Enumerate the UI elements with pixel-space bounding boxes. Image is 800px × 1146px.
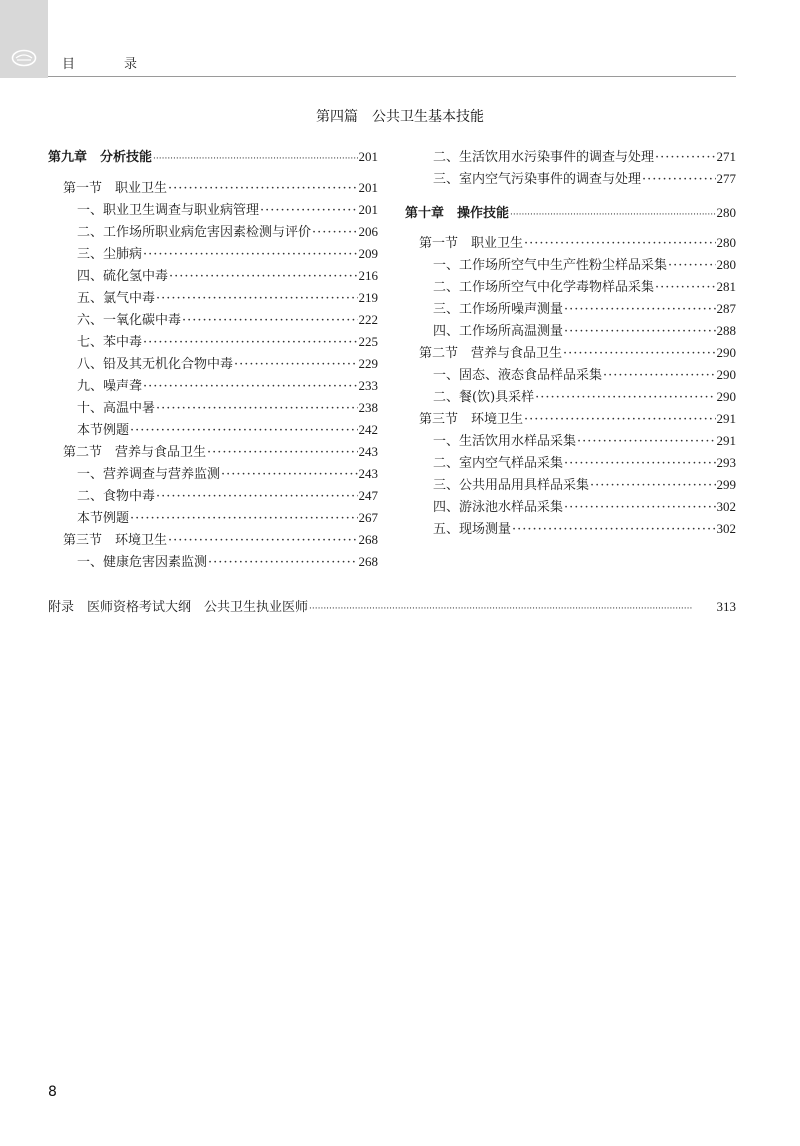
toc-entry-page: 291 (716, 411, 736, 426)
toc-entry-page: 267 (358, 510, 378, 525)
toc-entry-page: 287 (716, 301, 736, 316)
toc-section[interactable] (419, 233, 736, 253)
toc-entry-title: 一、工作场所空气中生产性粉尘样品采集 (433, 258, 668, 273)
toc-entry[interactable] (433, 475, 736, 495)
toc-entry-title: 四、硫化氢中毒 (77, 269, 169, 284)
toc-entry-page: 271 (716, 149, 736, 164)
toc-dot-leader (234, 355, 357, 375)
toc-entry[interactable] (77, 288, 378, 308)
toc-entry[interactable] (77, 552, 378, 572)
toc-dot-leader (309, 599, 715, 619)
toc-entry-page: 302 (716, 521, 736, 536)
toc-entry-page: 290 (716, 389, 736, 404)
toc-dot-leader (655, 278, 715, 298)
toc-dot-leader (156, 487, 357, 507)
toc-entry-title: 附录 医师资格考试大纲 公共卫生执业医师 (48, 600, 309, 615)
toc-dot-leader (524, 410, 715, 430)
toc-entry-title: 二、生活饮用水污染事件的调查与处理 (433, 150, 655, 165)
toc-entry-title: 三、工作场所噪声测量 (433, 302, 564, 317)
toc-entry-page: 209 (358, 246, 378, 261)
toc-entry-page: 243 (358, 466, 378, 481)
toc-entry-page: 219 (358, 290, 378, 305)
toc-dot-leader (564, 322, 715, 342)
toc-entry-page: 268 (358, 554, 378, 569)
toc-dot-leader (642, 170, 715, 190)
toc-entry[interactable] (77, 310, 378, 330)
toc-entry[interactable] (433, 255, 736, 275)
toc-dot-leader (512, 520, 715, 540)
toc-entry[interactable] (77, 244, 378, 264)
toc-section[interactable] (419, 409, 736, 429)
toc-dot-leader (169, 267, 357, 287)
toc-entry[interactable] (433, 299, 736, 319)
toc-entry-title: 二、工作场所空气中化学毒物样品采集 (433, 280, 655, 295)
toc-entry[interactable] (77, 464, 378, 484)
toc-entry-title: 本节例题 (77, 511, 130, 526)
toc-section[interactable] (63, 442, 378, 462)
toc-entry-title: 第九章 分析技能 (48, 150, 153, 165)
toc-dot-leader (312, 223, 357, 243)
toc-entry-title: 三、尘肺病 (77, 247, 143, 262)
toc-entry-page: 238 (358, 400, 378, 415)
toc-entry[interactable] (77, 354, 378, 374)
toc-dot-leader (182, 311, 357, 331)
toc-entry-page: 225 (358, 334, 378, 349)
toc-section[interactable] (419, 343, 736, 363)
toc-dot-leader (208, 553, 357, 573)
toc-entry-title: 七、苯中毒 (77, 335, 143, 350)
toc-entry-page: 313 (716, 599, 736, 614)
toc-entry-title: 第三节 环境卫生 (63, 533, 168, 548)
toc-entry-title: 三、室内空气污染事件的调查与处理 (433, 172, 642, 187)
toc-entry-page: 280 (716, 235, 736, 250)
toc-dot-leader (130, 509, 357, 529)
toc-entry-title: 第二节 营养与食品卫生 (63, 445, 207, 460)
publisher-logo-icon (11, 49, 37, 67)
toc-dot-leader (207, 443, 357, 463)
toc-entry-page: 268 (358, 532, 378, 547)
toc-entry-title: 五、氯气中毒 (77, 291, 156, 306)
toc-entry-page: 291 (716, 433, 736, 448)
toc-dot-leader (260, 201, 357, 221)
toc-entry-title: 三、公共用品用具样品采集 (433, 478, 590, 493)
toc-section[interactable] (63, 530, 378, 550)
toc-entry-title: 本节例题 (77, 423, 130, 438)
toc-entry[interactable] (433, 519, 736, 539)
toc-entry-title: 第二节 营养与食品卫生 (419, 346, 563, 361)
toc-entry-page: 277 (716, 171, 736, 186)
toc-dot-leader (168, 179, 357, 199)
header-divider (48, 76, 736, 77)
page-number: 8 (48, 1084, 57, 1100)
toc-dot-leader (156, 399, 357, 419)
toc-entry-title: 一、职业卫生调查与职业病管理 (77, 203, 260, 218)
toc-entry[interactable] (77, 398, 378, 418)
toc-entry-page: 302 (716, 499, 736, 514)
toc-dot-leader (153, 149, 357, 169)
toc-entry-title: 九、噪声聋 (77, 379, 143, 394)
toc-entry-title: 第一节 职业卫生 (419, 236, 524, 251)
toc-entry[interactable] (433, 277, 736, 297)
toc-chapter-10[interactable] (405, 203, 736, 223)
toc-entry[interactable] (77, 508, 378, 528)
toc-dot-leader (143, 245, 357, 265)
toc-entry-title: 第三节 环境卫生 (419, 412, 524, 427)
toc-dot-leader (524, 234, 715, 254)
toc-dot-leader (221, 465, 357, 485)
toc-entry-title: 四、游泳池水样品采集 (433, 500, 564, 515)
toc-entry-page: 233 (358, 378, 378, 393)
toc-dot-leader (510, 205, 715, 225)
toc-entry-page: 281 (716, 279, 736, 294)
toc-dot-leader (577, 432, 715, 452)
toc-entry-page: 290 (716, 367, 736, 382)
toc-entry[interactable] (433, 453, 736, 473)
toc-entry-title: 第十章 操作技能 (405, 206, 510, 221)
toc-entry-title: 六、一氧化碳中毒 (77, 313, 182, 328)
toc-entry[interactable] (77, 332, 378, 352)
toc-entry-page: 280 (716, 257, 736, 272)
toc-entry[interactable] (433, 321, 736, 341)
toc-entry-page: 222 (358, 312, 378, 327)
toc-dot-leader (603, 366, 715, 386)
toc-dot-leader (668, 256, 715, 276)
toc-dot-leader (590, 476, 715, 496)
toc-entry[interactable] (433, 387, 736, 407)
toc-entry-page: 280 (716, 205, 736, 220)
toc-dot-leader (156, 289, 357, 309)
toc-entry-title: 一、固态、液态食品样品采集 (433, 368, 603, 383)
toc-entry[interactable] (77, 200, 378, 220)
toc-entry-title: 八、铅及其无机化合物中毒 (77, 357, 234, 372)
toc-entry-title: 十、高温中暑 (77, 401, 156, 416)
toc-dot-leader (564, 300, 715, 320)
toc-entry[interactable] (77, 420, 378, 440)
toc-entry-title: 一、营养调查与营养监测 (77, 467, 221, 482)
toc-entry-title: 二、室内空气样品采集 (433, 456, 564, 471)
toc-entry[interactable] (433, 365, 736, 385)
toc-entry[interactable] (77, 486, 378, 506)
toc-dot-leader (143, 377, 357, 397)
toc-entry[interactable] (433, 431, 736, 451)
toc-entry-page: 229 (358, 356, 378, 371)
toc-dot-leader (535, 388, 715, 408)
toc-entry-page: 299 (716, 477, 736, 492)
toc-dot-leader (143, 333, 357, 353)
toc-dot-leader (130, 421, 357, 441)
toc-dot-leader (655, 148, 715, 168)
toc-entry-page: 293 (716, 455, 736, 470)
header-title: 目 录 (62, 57, 156, 72)
toc-entry[interactable] (433, 147, 736, 167)
toc-entry-page: 288 (716, 323, 736, 338)
toc-appendix[interactable] (48, 597, 736, 617)
toc-dot-leader (564, 454, 715, 474)
toc-entry-page: 216 (358, 268, 378, 283)
toc-entry-page: 201 (358, 180, 378, 195)
toc-entry-title: 四、工作场所高温测量 (433, 324, 564, 339)
toc-entry-title: 第一节 职业卫生 (63, 181, 168, 196)
toc-entry-page: 290 (716, 345, 736, 360)
toc-dot-leader (564, 498, 715, 518)
toc-dot-leader (563, 344, 715, 364)
toc-entry-page: 206 (358, 224, 378, 239)
toc-section[interactable] (63, 178, 378, 198)
toc-dot-leader (168, 531, 357, 551)
toc-entry[interactable] (433, 497, 736, 517)
toc-entry-title: 二、餐(饮)具采样 (433, 390, 535, 405)
toc-entry-title: 二、食物中毒 (77, 489, 156, 504)
toc-entry-page: 201 (358, 149, 378, 164)
toc-entry[interactable] (77, 222, 378, 242)
toc-entry[interactable] (433, 169, 736, 189)
toc-entry-page: 243 (358, 444, 378, 459)
part-title: 第四篇 公共卫生基本技能 (316, 109, 484, 125)
toc-entry-title: 二、工作场所职业病危害因素检测与评价 (77, 225, 312, 240)
toc-entry-title: 一、健康危害因素监测 (77, 555, 208, 570)
toc-entry[interactable] (77, 266, 378, 286)
toc-entry-title: 一、生活饮用水样品采集 (433, 434, 577, 449)
toc-entry-page: 201 (358, 202, 378, 217)
toc-entry-page: 247 (358, 488, 378, 503)
toc-entry-page: 242 (358, 422, 378, 437)
toc-entry-title: 五、现场测量 (433, 522, 512, 537)
toc-chapter-9[interactable] (48, 147, 378, 167)
toc-entry[interactable] (77, 376, 378, 396)
